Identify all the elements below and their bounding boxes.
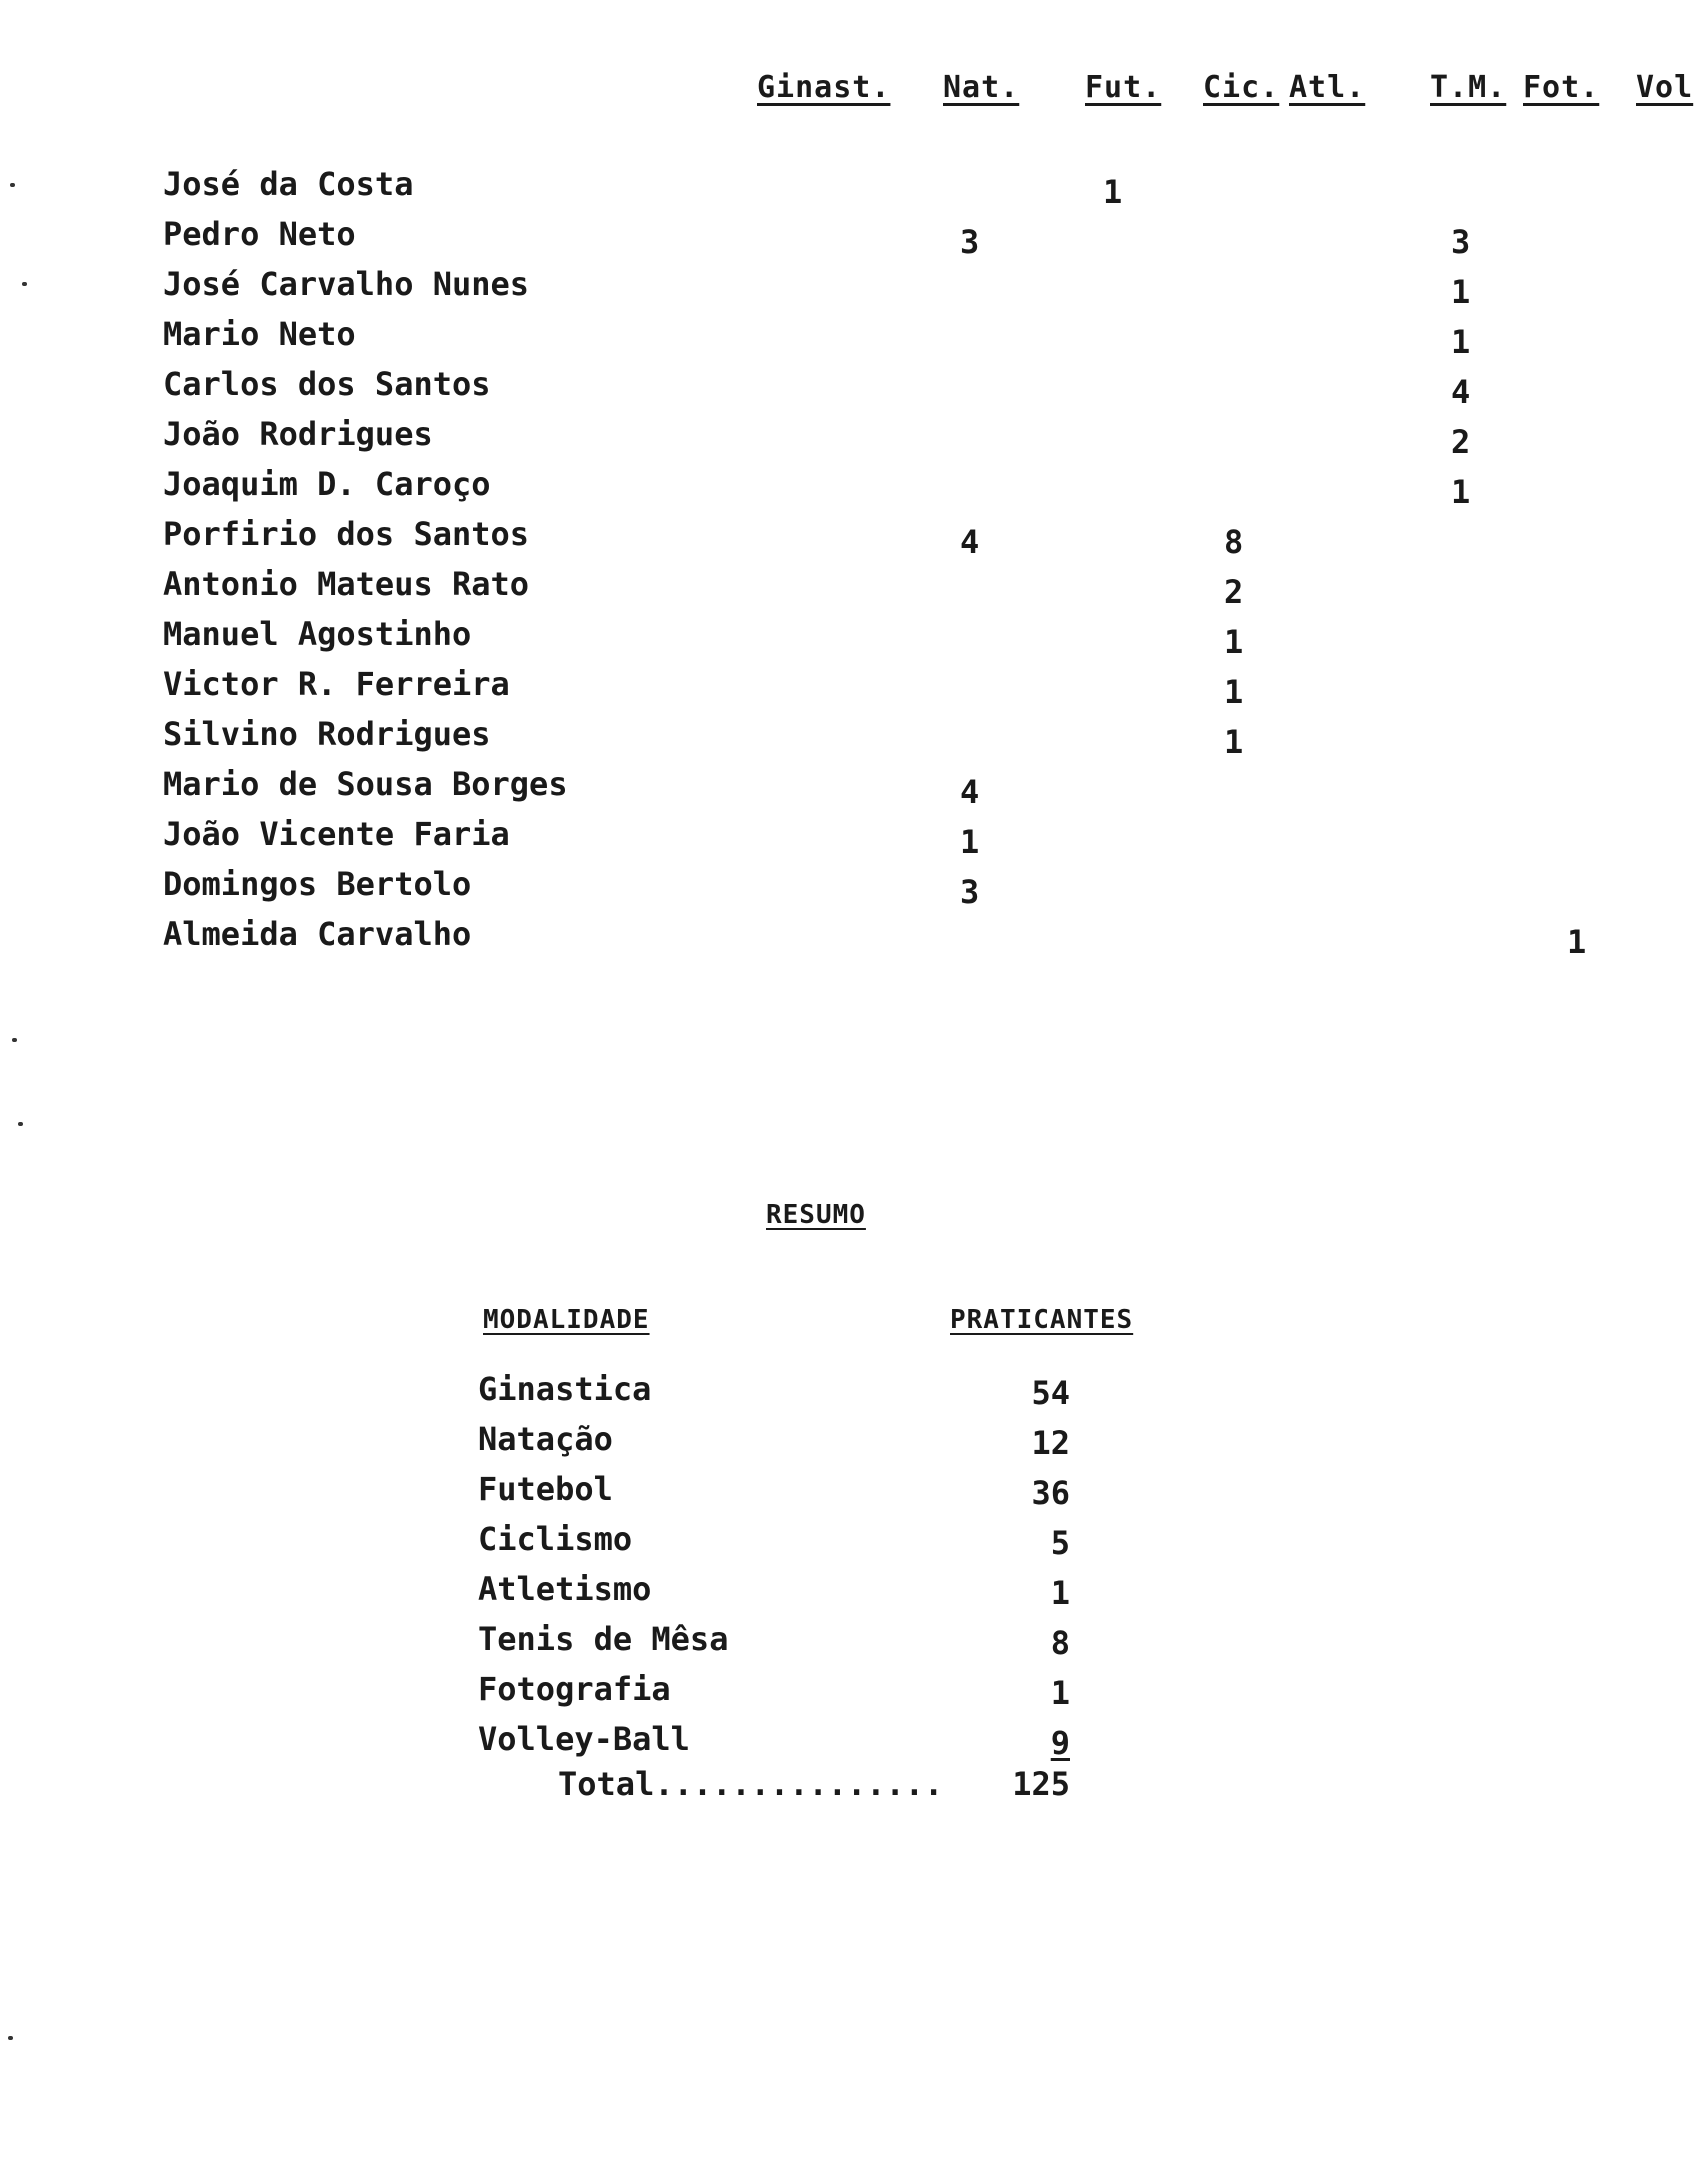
participant-count: 1	[1451, 473, 1471, 511]
praticantes-count: 54	[1031, 1374, 1070, 1412]
participant-row	[0, 865, 1696, 915]
summary-row	[0, 1520, 1696, 1570]
column-header: Vol	[1636, 70, 1694, 105]
praticantes-count: 8	[1050, 1624, 1070, 1662]
participant-name: José Carvalho Nunes	[163, 265, 530, 303]
participant-name: Mario de Sousa Borges	[163, 765, 568, 803]
resumo-title: RESUMO	[766, 1200, 866, 1230]
summary-row	[0, 1470, 1696, 1520]
participant-count: 4	[1451, 373, 1471, 411]
column-header: Ginast.	[757, 70, 891, 105]
participant-count: 4	[960, 523, 980, 561]
scan-speck	[22, 282, 27, 286]
participant-name: João Vicente Faria	[163, 815, 510, 853]
column-header: Atl.	[1289, 70, 1366, 105]
praticantes-count: 5	[1050, 1524, 1070, 1562]
total-value: 125	[1012, 1765, 1070, 1803]
column-header: Fut.	[1085, 70, 1162, 105]
summary-row	[0, 1720, 1696, 1770]
column-header: Cic.	[1203, 70, 1280, 105]
participant-row	[0, 565, 1696, 615]
participant-row	[0, 315, 1696, 365]
participant-row	[0, 415, 1696, 465]
participant-row	[0, 715, 1696, 765]
participant-row	[0, 265, 1696, 315]
participant-count: 3	[1451, 223, 1471, 261]
participant-row	[0, 615, 1696, 665]
scan-speck	[10, 183, 15, 187]
participant-row	[0, 465, 1696, 515]
modalidade-label: Ginastica	[478, 1370, 652, 1408]
summary-row	[0, 1370, 1696, 1420]
modalidade-label: Volley-Ball	[478, 1720, 690, 1758]
participant-name: Silvino Rodrigues	[163, 715, 491, 753]
scan-speck	[12, 1038, 17, 1042]
participant-name: Domingos Bertolo	[163, 865, 472, 903]
participant-name: Mario Neto	[163, 315, 356, 353]
participant-count: 1	[1224, 623, 1244, 661]
participant-count: 2	[1451, 423, 1471, 461]
praticantes-header: PRATICANTES	[950, 1305, 1134, 1335]
participant-count: 8	[1224, 523, 1244, 561]
participant-count: 1	[1451, 273, 1471, 311]
total-row	[0, 1765, 1696, 1815]
modalidade-label: Ciclismo	[478, 1520, 633, 1558]
summary-row	[0, 1620, 1696, 1670]
praticantes-count: 12	[1031, 1424, 1070, 1462]
scan-speck	[8, 2036, 13, 2040]
total-label: Total...............	[558, 1765, 944, 1803]
participant-name: Porfirio dos Santos	[163, 515, 530, 553]
praticantes-count: 9	[1050, 1724, 1070, 1762]
scan-speck	[18, 1122, 23, 1126]
column-header: Nat.	[943, 70, 1020, 105]
participant-count: 1	[1567, 923, 1587, 961]
participant-count: 2	[1224, 573, 1244, 611]
participant-count: 1	[1224, 673, 1244, 711]
modalidade-label: Tenis de Mêsa	[478, 1620, 729, 1658]
praticantes-count: 1	[1050, 1674, 1070, 1712]
participant-name: Antonio Mateus Rato	[163, 565, 530, 603]
participant-name: João Rodrigues	[163, 415, 433, 453]
participant-row	[0, 915, 1696, 965]
participant-row	[0, 515, 1696, 565]
praticantes-count: 36	[1031, 1474, 1070, 1512]
praticantes-count: 1	[1050, 1574, 1070, 1612]
participant-name: Joaquim D. Caroço	[163, 465, 491, 503]
column-header: T.M.	[1430, 70, 1507, 105]
participant-count: 1	[1224, 723, 1244, 761]
participant-row	[0, 165, 1696, 215]
participant-name: Pedro Neto	[163, 215, 356, 253]
modalidade-header: MODALIDADE	[483, 1305, 650, 1335]
participant-count: 4	[960, 773, 980, 811]
participant-row	[0, 215, 1696, 265]
participant-row	[0, 765, 1696, 815]
summary-row	[0, 1570, 1696, 1620]
column-header: Fot.	[1523, 70, 1600, 105]
modalidade-label: Futebol	[478, 1470, 613, 1508]
participant-row	[0, 665, 1696, 715]
participant-name: Almeida Carvalho	[163, 915, 472, 953]
summary-row	[0, 1670, 1696, 1720]
summary-row	[0, 1420, 1696, 1470]
participant-count: 3	[960, 873, 980, 911]
participant-row	[0, 815, 1696, 865]
participant-name: Carlos dos Santos	[163, 365, 491, 403]
participant-name: José da Costa	[163, 165, 414, 203]
participant-name: Manuel Agostinho	[163, 615, 472, 653]
participant-count: 1	[960, 823, 980, 861]
participant-count: 1	[1451, 323, 1471, 361]
participant-row	[0, 365, 1696, 415]
participant-count: 3	[960, 223, 980, 261]
modalidade-label: Natação	[478, 1420, 613, 1458]
participant-count: 1	[1103, 173, 1123, 211]
modalidade-label: Atletismo	[478, 1570, 652, 1608]
modalidade-label: Fotografia	[478, 1670, 671, 1708]
participant-name: Victor R. Ferreira	[163, 665, 510, 703]
